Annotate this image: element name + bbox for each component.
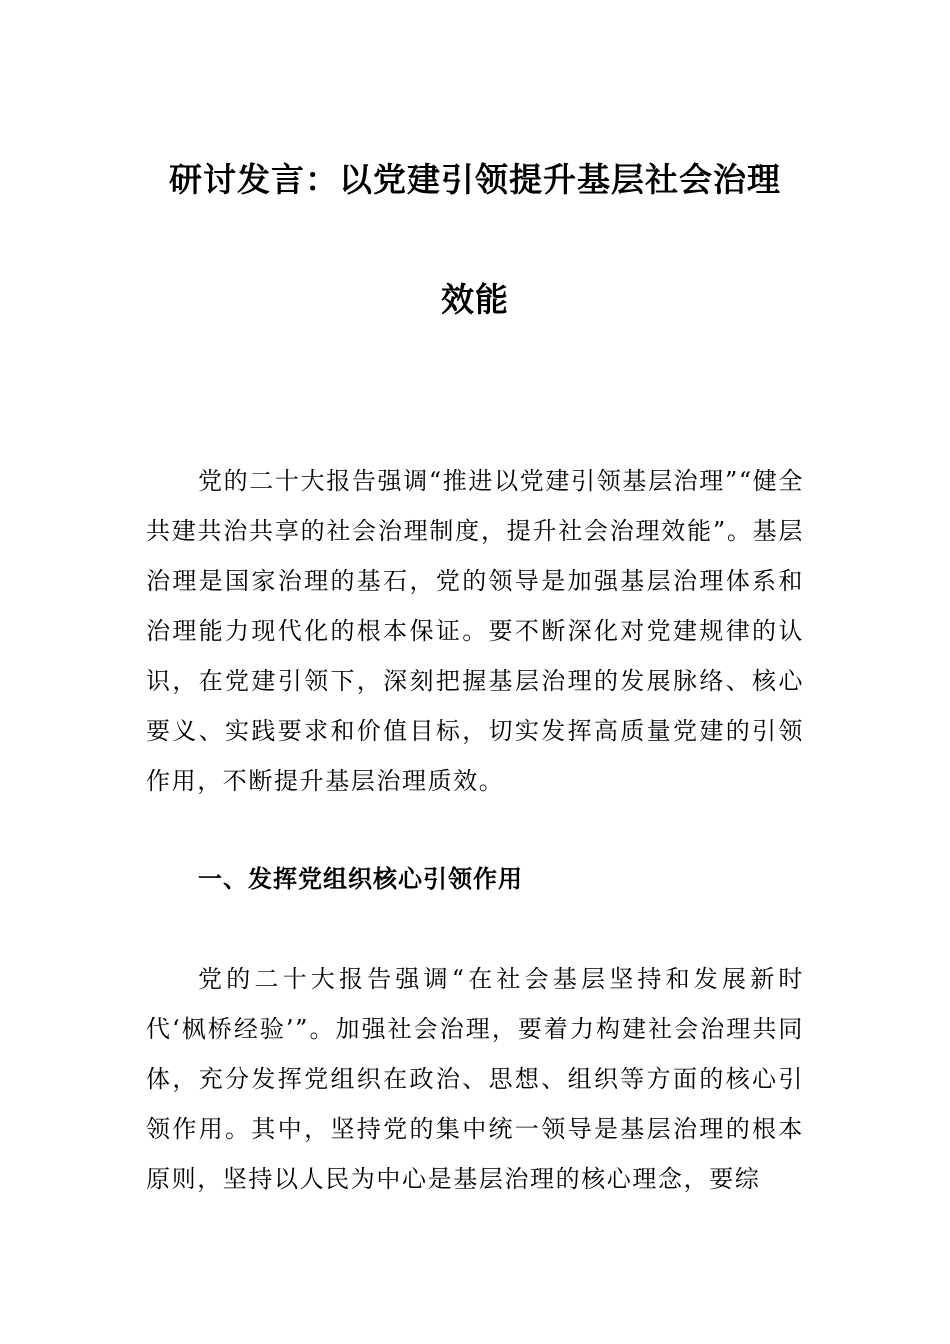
document-title-line-1: 研讨发言：以党建引领提升基层社会治理	[169, 160, 781, 199]
intro-paragraph: 党的二十大报告强调“推进以党建引领基层治理”“健全共建共治共享的社会治理制度，提升社会治理效能”。基层治理是国家治理的基石，党的领导是加强基层治理体系和治理能力现代化的根本保证。要不断深化对党建规律的认识，在党建引领下，深刻把握基层治理的发展脉络、核心要义、实践要求和价值目标，切实发挥高质量党建的引领作用，不断提升基层治理质效。	[146, 467, 804, 795]
section-1-paragraph: 党的二十大报告强调“在社会基层坚持和发展新时代‘枫桥经验’”。加强社会治理，要着力构建社会治理共同体，充分发挥党组织在政治、思想、组织等方面的核心引领作用。其中，坚持党的集中统一领导是基层治理的根本原则，坚持以人民为中心是基层治理的核心理念，要综	[146, 965, 804, 1193]
section-heading-1: 一、发挥党组织核心引领作用	[198, 864, 523, 893]
document-title-line-2: 效能	[441, 280, 509, 319]
